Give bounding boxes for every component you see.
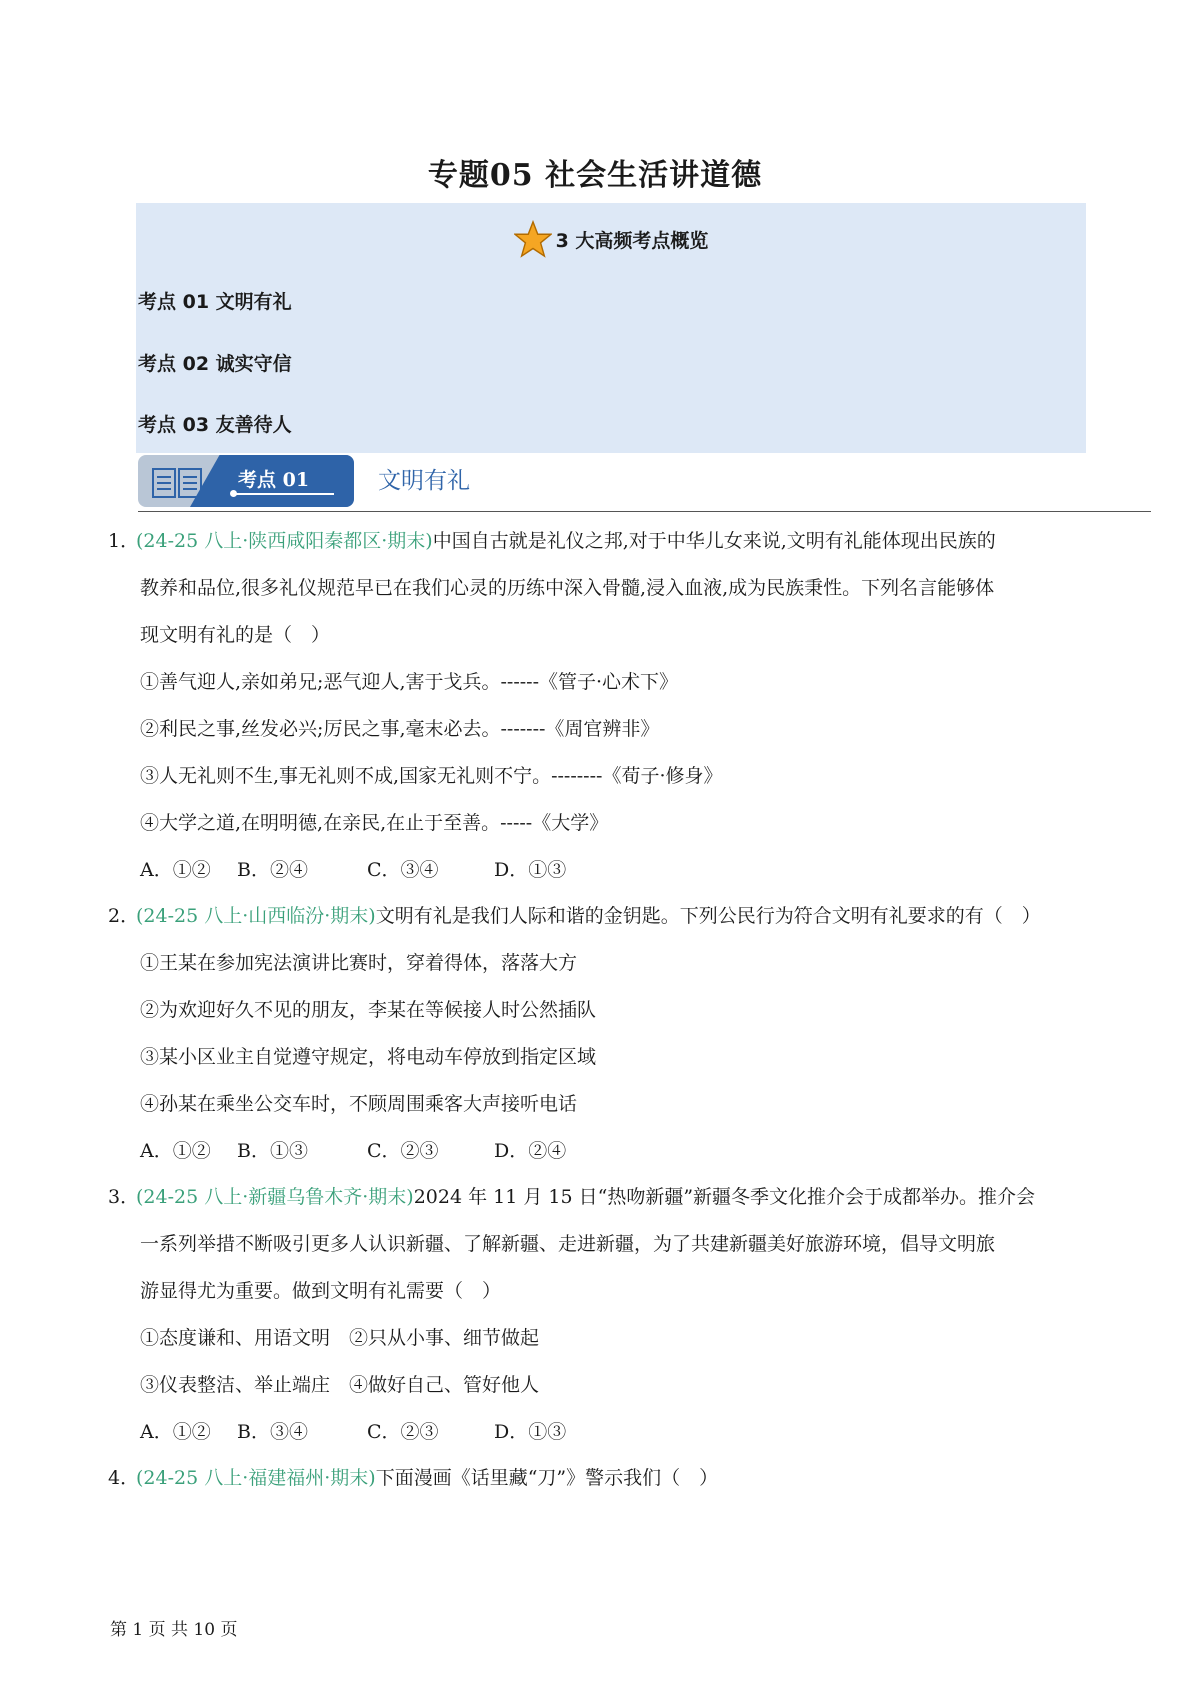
question-number: 3．: [108, 1186, 140, 1208]
answer-options: [108, 847, 1098, 894]
statement: ②为欢迎好久不见的朋友，李某在等候接人时公然插队: [140, 999, 597, 1021]
kaodian-item-2: 考点 02 诚实守信: [138, 353, 292, 375]
question-3: [108, 1174, 1098, 1456]
answer-options: [108, 1128, 1098, 1175]
section-tab: [138, 455, 354, 507]
page-title: 专题05 社会生活讲道德: [427, 158, 763, 193]
option-b: B．①③: [237, 1140, 308, 1162]
option-b: B．②④: [237, 859, 308, 881]
question-source: (24-25 八上·山西临汾·期末): [136, 905, 376, 927]
option-c: C．②③: [367, 1140, 439, 1162]
option-a: A．①②: [140, 1421, 211, 1443]
question-4: [108, 1455, 1098, 1502]
question-text: 2024 年 11 月 15 日“热吻新疆”新疆冬季文化推介会于成都举办。推介会: [413, 1186, 1036, 1208]
question-text: 文明有礼是我们人际和谐的金钥匙。下列公民行为符合文明有礼要求的有（ ）: [375, 905, 1041, 927]
option-d: D．①③: [494, 1421, 567, 1443]
question-number: 4．: [108, 1467, 140, 1489]
kaodian-item-1: 考点 01 文明有礼: [138, 291, 292, 313]
statement: ③人无礼则不生,事无礼则不成,国家无礼则不宁。--------《荀子·修身》: [140, 765, 723, 787]
option-c: C．③④: [367, 859, 439, 881]
statement: ①善气迎人,亲如弟兄;恶气迎人,害于戈兵。------《管子·心术下》: [140, 671, 679, 693]
statement: ①态度谦和、用语文明 ②只从小事、细节做起: [140, 1327, 540, 1349]
question-stem: [108, 893, 1098, 940]
option-a: A．①②: [140, 859, 211, 881]
question-number: 1．: [108, 530, 140, 552]
statement: ①王某在参加宪法演讲比赛时，穿着得体，落落大方: [140, 952, 578, 974]
option-d: D．①③: [494, 859, 567, 881]
statement: ④孙某在乘坐公交车时，不顾周围乘客大声接听电话: [140, 1093, 578, 1115]
question-text-line: 一系列举措不断吸引更多人认识新疆、了解新疆、走进新疆，为了共建新疆美好旅游环境，倡导文明旅: [140, 1233, 996, 1255]
question-stem: [108, 518, 1098, 565]
question-text: 下面漫画《话里藏“刀”》警示我们（ ）: [375, 1467, 719, 1489]
section-tab-label: 考点 01: [238, 469, 310, 491]
statement: ③某小区业主自觉遵守规定，将电动车停放到指定区域: [140, 1046, 597, 1068]
question-number: 2．: [108, 905, 140, 927]
question-2: [108, 893, 1098, 1175]
page-footer: 第 1 页 共 10 页: [110, 1620, 238, 1640]
question-stem: [108, 1455, 1098, 1502]
star-icon: [514, 220, 552, 258]
question-text: 中国自古就是礼仪之邦,对于中华儿女来说,文明有礼能体现出民族的: [432, 530, 996, 552]
question-text-line: 教养和品位,很多礼仪规范早已在我们心灵的历练中深入骨髓,浸入血液,成为民族秉性。下列名言能够体: [140, 577, 995, 599]
question-1: [108, 518, 1098, 894]
tab-underline: [234, 493, 334, 495]
overview-heading-text: 3 大高频考点概览: [555, 229, 709, 252]
question-text-line: 现文明有礼的是（ ）: [140, 624, 331, 646]
statement: ②利民之事,丝发必兴;厉民之事,毫末必去。-------《周官辨非》: [140, 718, 660, 740]
statement: ③仪表整洁、举止端庄 ④做好自己、管好他人: [140, 1374, 540, 1396]
question-source: (24-25 八上·新疆乌鲁木齐·期末): [136, 1186, 414, 1208]
kaodian-item-3: 考点 03 友善待人: [138, 414, 292, 436]
book-icon: [152, 468, 204, 498]
option-b: B．③④: [237, 1421, 308, 1443]
section-divider: [138, 511, 1151, 512]
section-title: 文明有礼: [378, 468, 470, 494]
question-stem: [108, 1174, 1098, 1221]
question-text-line: 游显得尤为重要。做到文明有礼需要（ ）: [140, 1280, 502, 1302]
overview-heading: [136, 219, 1086, 259]
option-a: A．①②: [140, 1140, 211, 1162]
overview-box: [136, 203, 1086, 453]
question-source: (24-25 八上·陕西咸阳秦都区·期末): [136, 530, 433, 552]
statement: ④大学之道,在明明德,在亲民,在止于至善。-----《大学》: [140, 812, 609, 834]
option-c: C．②③: [367, 1421, 439, 1443]
option-d: D．②④: [494, 1140, 567, 1162]
answer-options: [108, 1409, 1098, 1456]
question-source: (24-25 八上·福建福州·期末): [136, 1467, 376, 1489]
